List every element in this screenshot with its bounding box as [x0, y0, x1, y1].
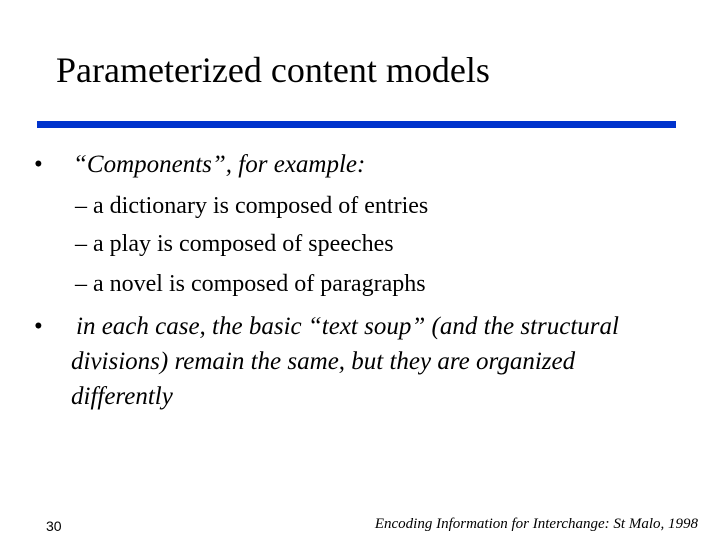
- page-number: 30: [46, 518, 62, 534]
- slide-title: Parameterized content models: [56, 50, 490, 90]
- footer-text: Encoding Information for Interchange: St Malo, 1998: [374, 516, 698, 532]
- bullet-text-line: differently: [71, 383, 173, 410]
- title-divider: [37, 121, 676, 128]
- sub-item: – a play is composed of speeches: [75, 231, 394, 257]
- bullet-text-line: divisions) remain the same, but they are organized: [71, 348, 576, 375]
- bullet-text: “Components”, for example:: [73, 151, 366, 178]
- sub-item: – a dictionary is composed of entries: [75, 193, 429, 219]
- bullet-marker: •: [34, 313, 43, 340]
- sub-item: – a novel is composed of paragraphs: [75, 271, 426, 297]
- bullet-marker: •: [34, 151, 43, 178]
- bullet-text-line: in each case, the basic “text soup” (and the structural: [76, 313, 619, 340]
